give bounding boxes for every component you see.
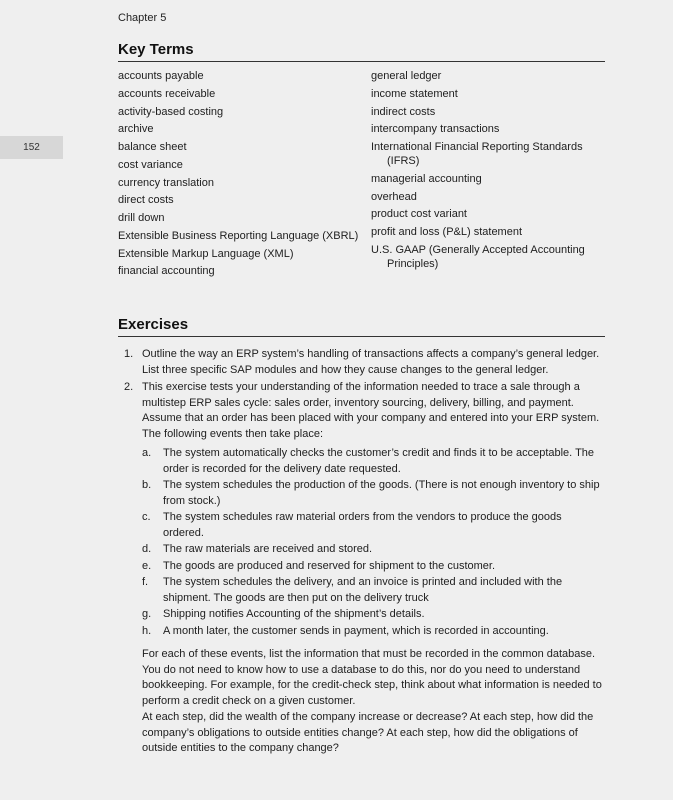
event-text: Shipping notifies Accounting of the shipment’s details. (163, 608, 425, 620)
key-term: International Financial Reporting Standards (IFRS) (371, 141, 583, 167)
event-text: The system schedules the delivery, and an invoice is printed and included with the shipment. The goods are then put on the delivery truck (163, 576, 563, 604)
exercise-paragraph: At each step, did the wealth of the company increase or decrease? At each step, how did the company’s obligations to outside entities change? At each step, how did the obligations of outside entities to the company change? (142, 711, 594, 754)
exercises-section (118, 316, 605, 759)
event-text: The system automatically checks the customer’s credit and finds it to be acceptable. The order is recorded for the delivery date requested. (163, 447, 595, 475)
exercise-number: 2. (124, 381, 134, 393)
event-item (142, 446, 605, 477)
key-term: accounts receivable (118, 87, 216, 100)
event-item (142, 510, 605, 541)
key-term: product cost variant (371, 208, 467, 221)
key-terms-columns (118, 69, 605, 282)
key-term: balance sheet (118, 141, 187, 153)
exercise-item (118, 347, 605, 378)
key-term: activity-based costing (118, 105, 224, 118)
exercise-text: This exercise tests your understanding of the information needed to trace a sale through a multistep ERP sales cycle: sales order, inventory sourcing, delivery, billing, and payment. Assume that an order has been placed with your company and entered into your ERP system. The following events then take place: (142, 381, 600, 440)
exercise-text: Outline the way an ERP system’s handling of transactions affects a company’s general ledger. List three specific SAP modules and how they cause changes to the general ledger. (142, 348, 600, 376)
key-term: indirect costs (371, 105, 436, 118)
event-letter: c. (142, 511, 151, 523)
key-term: overhead (371, 190, 417, 203)
key-terms-right-column (371, 69, 605, 282)
exercise-item (118, 380, 605, 757)
event-item (142, 542, 605, 558)
exercise-number: 1. (124, 348, 134, 360)
exercise-paragraph: For each of these events, list the information that must be recorded in the common database. You do not need to know how to use a database to do this, nor do you need to understand bookkeeping. For example, for the credit-check step, think about what information is needed to perform a credit check on a given customer. (142, 648, 602, 707)
event-letter: a. (142, 447, 152, 459)
event-item (142, 559, 605, 575)
key-term: managerial accounting (371, 172, 482, 185)
event-text: The system schedules raw material orders from the vendors to produce the goods ordered. (163, 511, 562, 539)
page-number: 152 (0, 136, 63, 159)
exercises-heading: Exercises (118, 316, 605, 337)
key-term: financial accounting (118, 265, 215, 278)
key-terms-heading: Key Terms (118, 41, 605, 62)
key-term: currency translation (118, 176, 214, 189)
key-term: general ledger (371, 70, 442, 82)
exercise-list (118, 347, 605, 757)
event-text: A month later, the customer sends in payment, which is recorded in accounting. (163, 624, 549, 637)
event-letter: b. (142, 479, 152, 491)
key-term: Extensible Markup Language (XML) (118, 247, 294, 260)
event-letter: d. (142, 543, 152, 555)
event-letter: f. (142, 576, 149, 588)
key-term: accounts payable (118, 70, 204, 82)
event-text: The raw materials are received and stored. (163, 543, 373, 555)
event-letter: g. (142, 608, 152, 620)
event-letter: e. (142, 559, 152, 572)
key-terms-section (118, 41, 605, 282)
chapter-label: Chapter 5 (118, 12, 167, 24)
event-item (142, 624, 605, 640)
key-term: U.S. GAAP (Generally Accepted Accounting Principles) (371, 243, 585, 270)
key-terms-left-column (118, 69, 371, 282)
key-term: cost variance (118, 158, 183, 171)
key-term: direct costs (118, 194, 174, 207)
event-text: The system schedules the production of the goods. (There is not enough inventory to ship from stock.) (163, 479, 600, 507)
event-list (142, 446, 605, 639)
event-item (142, 607, 605, 623)
key-term: drill down (118, 212, 165, 224)
event-item (142, 575, 605, 606)
event-text: The goods are produced and reserved for shipment to the customer. (163, 559, 496, 572)
event-letter: h. (142, 624, 152, 637)
key-term: intercompany transactions (371, 123, 500, 136)
key-term: profit and loss (P&L) statement (371, 226, 523, 238)
key-term: archive (118, 123, 154, 136)
event-item (142, 478, 605, 509)
key-term: Extensible Business Reporting Language (XBRL) (118, 229, 359, 242)
key-term: income statement (371, 87, 458, 100)
